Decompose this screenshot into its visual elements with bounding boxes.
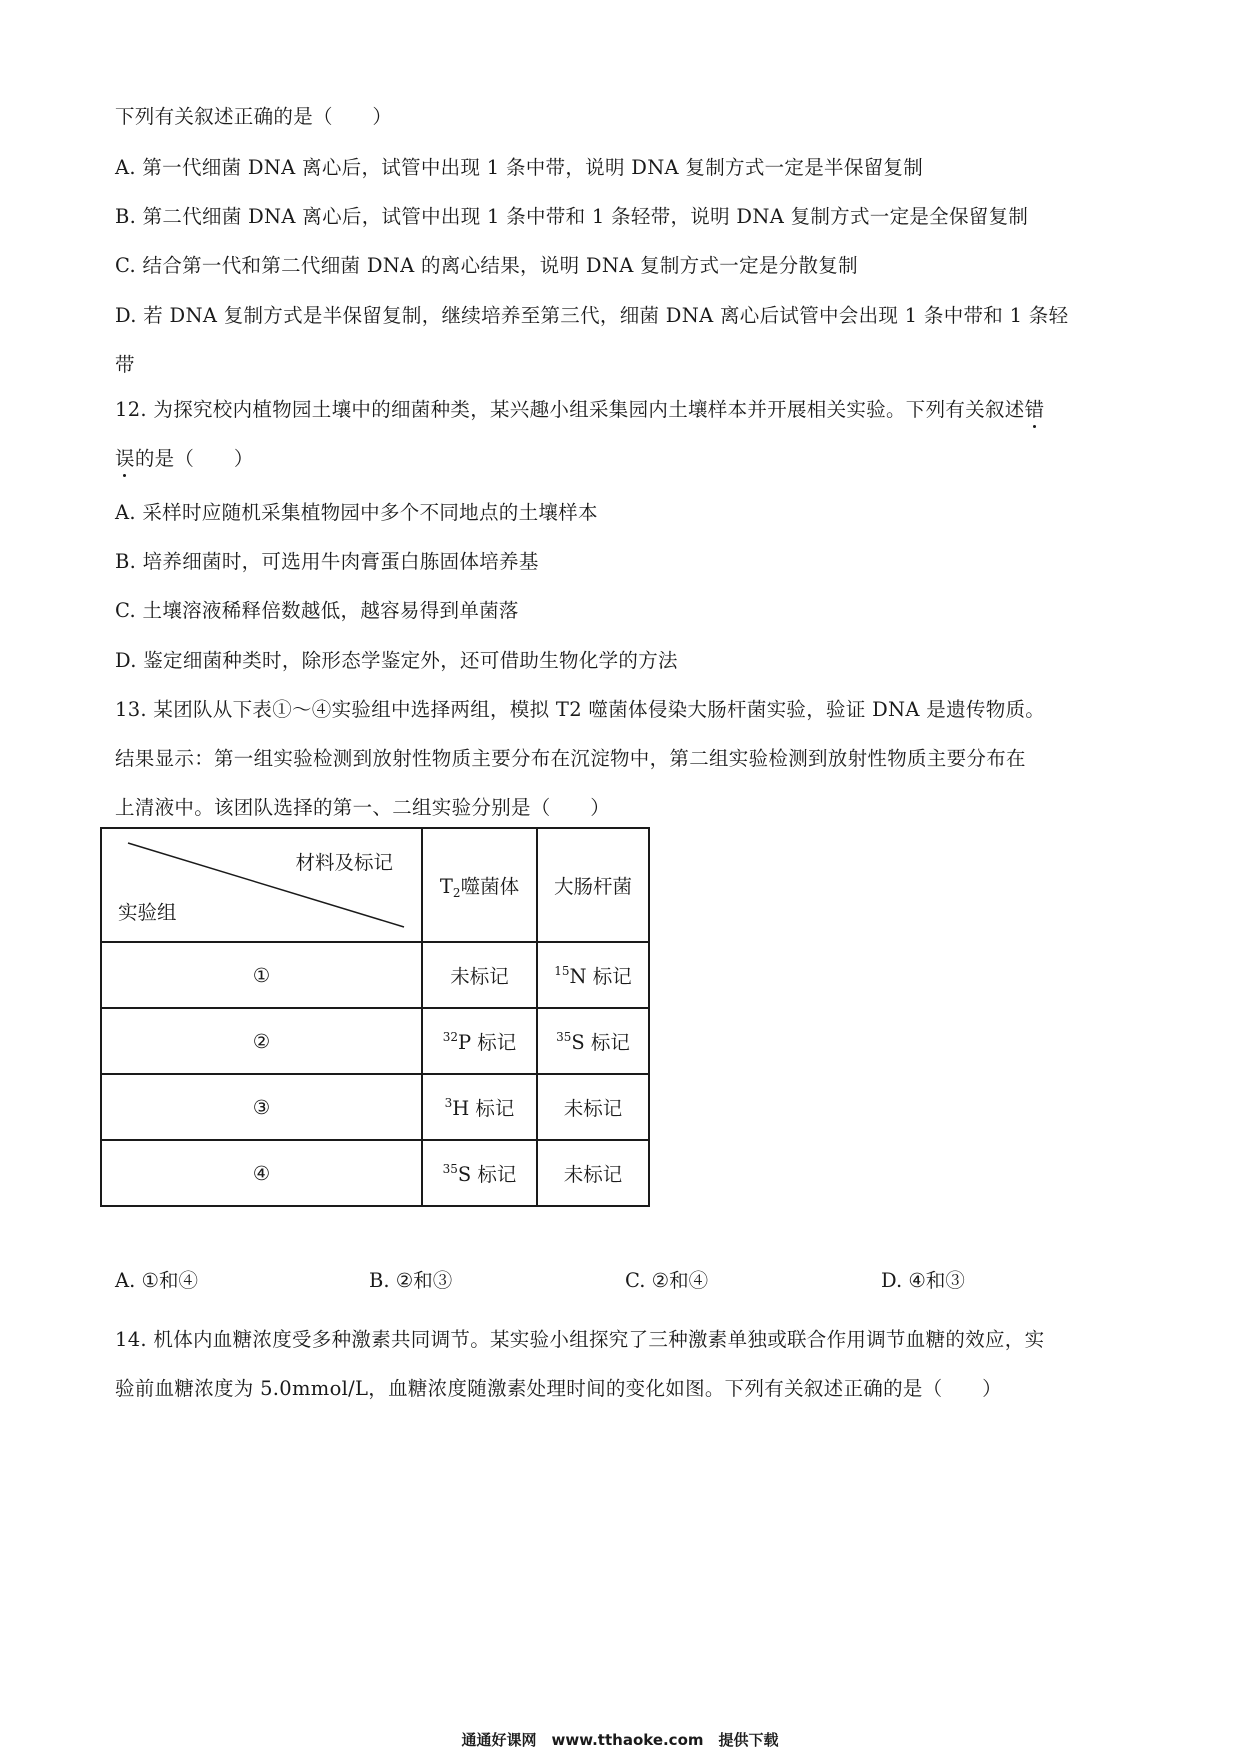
q14-stem-line1: 14. 机体内血糖浓度受多种激素共同调节。某实验小组探究了三种激素单独或联合作用调节血糖的效应，实 — [115, 1328, 1045, 1351]
q11-option-c: C. 结合第一代和第二代细菌 DNA 的离心结果，说明 DNA 复制方式一定是分散复制 — [115, 254, 858, 277]
ecoli-label-cell: $^{15}$N 标记 — [537, 942, 649, 1008]
table-row — [101, 1074, 649, 1140]
q12-stem-text: 12. 为探究校内植物园土壤中的细菌种类，某兴趣小组采集园内土壤样本并开展相关实验。下列有关叙述 — [115, 398, 1025, 421]
header-phage-text: 噬菌体 — [460, 874, 520, 898]
q13-option-a: A. ①和④ — [115, 1269, 198, 1292]
header-phage-t: T — [439, 874, 453, 898]
table-header-diagonal-cell — [101, 828, 422, 942]
emphasis-char: 误 — [115, 447, 135, 470]
phage-label-cell: $^3$H 标记 — [422, 1074, 537, 1140]
q11-option-d-line1: D. 若 DNA 复制方式是半保留复制，继续培养至第三代，细菌 DNA 离心后试管中会出现 1 条中带和 1 条轻 — [115, 304, 1069, 327]
emphasis-char: 错 — [1024, 398, 1045, 421]
q11-option-b: B. 第二代细菌 DNA 离心后，试管中出现 1 条中带和 1 条轻带，说明 DNA 复制方式一定是全保留复制 — [115, 205, 1029, 228]
q11-option-d-line2: 带 — [115, 353, 135, 376]
page-footer: 通通好课网 www.tthaoke.com 提供下载 — [461, 1731, 779, 1749]
phage-label-cell: $^{35}$S 标记 — [422, 1140, 537, 1206]
header-ecoli: 大肠杆菌 — [537, 828, 649, 942]
q14-stem-line2: 验前血糖浓度为 5.0mmol/L，血糖浓度随激素处理时间的变化如图。下列有关叙述正确的是（ ） — [115, 1377, 1002, 1400]
group-cell: ③ — [101, 1074, 422, 1140]
q12-option-b: B. 培养细菌时，可选用牛肉膏蛋白胨固体培养基 — [115, 550, 539, 573]
table-row — [101, 942, 649, 1008]
header-group-label: 实验组 — [118, 901, 177, 924]
ecoli-label-cell: 未标记 — [537, 1074, 649, 1140]
table-row — [101, 1008, 649, 1074]
q12-option-c: C. 土壤溶液稀释倍数越低，越容易得到单菌落 — [115, 599, 519, 622]
group-cell: ④ — [101, 1140, 422, 1206]
q12-stem-line1 — [115, 397, 1044, 423]
header-phage — [422, 828, 537, 942]
q13-stem-line3: 上清液中。该团队选择的第一、二组实验分别是（ ） — [115, 796, 611, 819]
group-cell: ① — [101, 942, 422, 1008]
q12-option-a: A. 采样时应随机采集植物园中多个不同地点的土壤样本 — [115, 501, 598, 524]
header-phage-subscript: 2 — [452, 885, 461, 900]
group-cell: ② — [101, 1008, 422, 1074]
header-materials-label: 材料及标记 — [295, 851, 393, 874]
q11-option-a: A. 第一代细菌 DNA 离心后，试管中出现 1 条中带，说明 DNA 复制方式一定是半保留复制 — [115, 156, 924, 179]
ecoli-label-cell: $^{35}$S 标记 — [537, 1008, 649, 1074]
q13-option-c: C. ②和④ — [625, 1269, 709, 1292]
q13-stem-line2: 结果显示：第一组实验检测到放射性物质主要分布在沉淀物中，第二组实验检测到放射性物质主要分布在 — [115, 747, 1026, 770]
table-row — [101, 1140, 649, 1206]
q12-option-d: D. 鉴定细菌种类时，除形态学鉴定外，还可借助生物化学的方法 — [115, 649, 678, 672]
phage-label-cell: 未标记 — [422, 942, 537, 1008]
q13-option-b: B. ②和③ — [369, 1269, 453, 1292]
experiment-table — [100, 827, 650, 1207]
q11-stem: 下列有关叙述正确的是（ ） — [115, 105, 393, 128]
q13-option-d: D. ④和③ — [881, 1269, 965, 1292]
phage-label-cell: $^{32}$P 标记 — [422, 1008, 537, 1074]
q12-stem-text: 的是（ ） — [134, 447, 254, 470]
ecoli-label-cell: 未标记 — [537, 1140, 649, 1206]
q12-stem-line2 — [115, 446, 254, 472]
q13-stem-line1: 13. 某团队从下表①～④实验组中选择两组，模拟 T2 噬菌体侵染大肠杆菌实验，验证 DNA 是遗传物质。 — [115, 698, 1046, 721]
